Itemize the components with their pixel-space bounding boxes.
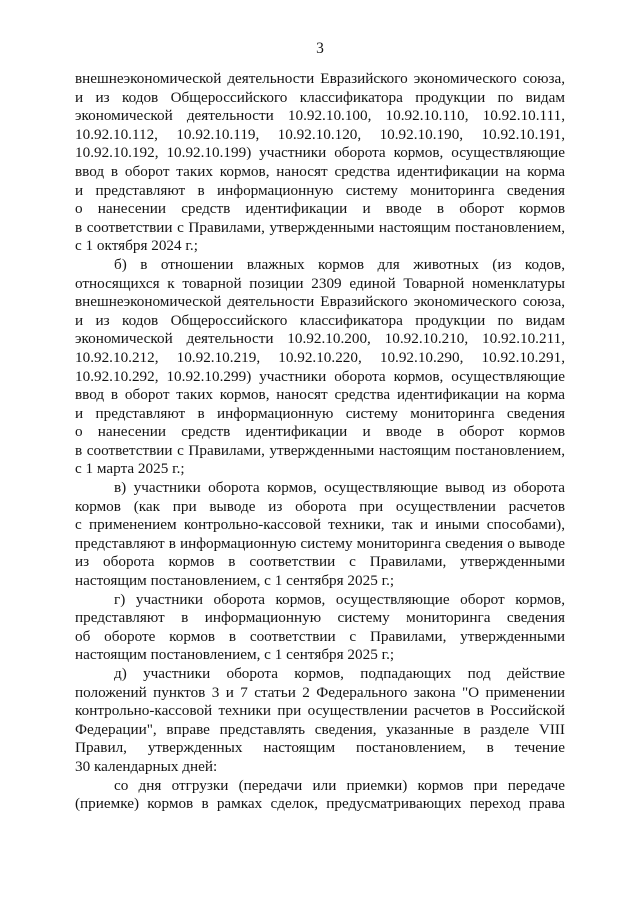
text-line: с применением контрольно-кассовой техники, так и иными способами), [75,516,565,534]
document-body [75,70,565,814]
text-line: и представляют в информационную систему мониторинга сведения [75,181,565,199]
text-line: о нанесении средств идентификации и вводе в оборот кормов [75,200,565,218]
text-line: д) участники оборота кормов, подпадающих под действие [114,665,565,682]
text-line: г) участники оборота кормов, осуществляющие оборот кормов, [114,590,565,608]
text-line: в соответствии с Правилами, утвержденными настоящим постановлением, [75,441,565,459]
text-line: в соответствии с Правилами, утвержденными настоящим постановлением, [75,218,565,236]
text-line: ввод в оборот таких кормов, наносят средства идентификации на корма [75,386,565,404]
text-line: кормов (как при выводе из оборота при осуществлении расчетов [75,497,565,515]
text-line: контрольно-кассовой техники при осуществлении расчетов в Российской [75,702,565,720]
text-line: 30 календарных дней: [75,757,218,775]
text-line: экономической деятельности 10.92.10.100, 10.92.10.110, 10.92.10.111, [75,107,565,125]
text-line: с 1 марта 2025 г.; [75,460,185,478]
text-line: со дня отгрузки (передачи или приемки) кормов при передаче [114,776,565,794]
text-line: из оборота кормов в соответствии с Правилами, утвержденными [75,553,565,571]
text-line: в) участники оборота кормов, осуществляющие вывод из оборота [114,479,565,497]
text-line: и из кодов Общероссийского классификатора продукции по видам [75,311,565,329]
text-line: Федерации", вправе представлять сведения, указанные в разделе VIII [75,720,565,738]
text-line: (приемке) кормов в рамках сделок, предусматривающих переход права [75,795,565,813]
text-line: положений пунктов 3 и 7 статьи 2 Федерального закона "О применении [75,683,565,701]
text-line: 10.92.10.192, 10.92.10.199) участники оборота кормов, осуществляющие [75,144,565,162]
text-line: об обороте кормов в соответствии с Правилами, утвержденными [75,627,565,645]
text-line: Правил, утвержденных настоящим постановлением, в течение [75,739,565,757]
text-line: и представляют в информационную систему мониторинга сведения [75,404,565,422]
text-line: настоящим постановлением, с 1 сентября 2025 г.; [75,572,395,590]
text-line: и из кодов Общероссийского классификатора продукции по видам [75,88,565,106]
text-line: с 1 октября 2024 г.; [75,237,198,255]
text-line: о нанесении средств идентификации и вводе в оборот кормов [75,423,565,441]
text-line: внешнеэкономической деятельности Евразийского экономического союза, [75,293,565,311]
text-line: экономической деятельности 10.92.10.200, 10.92.10.210, 10.92.10.211, [75,330,565,348]
text-line: 10.92.10.212, 10.92.10.219, 10.92.10.220, 10.92.10.290, 10.92.10.291, [75,348,565,366]
text-line: представляют в информационную систему мониторинга сведения [75,609,565,627]
text-line: 10.92.10.112, 10.92.10.119, 10.92.10.120, 10.92.10.190, 10.92.10.191, [75,125,565,143]
text-line: 10.92.10.292, 10.92.10.299) участники оборота кормов, осуществляющие [75,367,565,385]
text-line: относящихся к товарной позиции 2309 единой Товарной номенклатуры [75,274,565,292]
text-line: настоящим постановлением, с 1 сентября 2025 г.; [75,646,395,664]
text-line: б) в отношении влажных кормов для животных (из кодов, [114,255,565,273]
text-line: внешнеэкономической деятельности Евразийского экономического союза, [75,70,565,87]
text-line: представляют в информационную систему мониторинга сведения о выводе [75,534,565,552]
page-number: 3 [316,40,324,57]
text-line: ввод в оборот таких кормов, наносят средства идентификации на корма [75,162,565,180]
